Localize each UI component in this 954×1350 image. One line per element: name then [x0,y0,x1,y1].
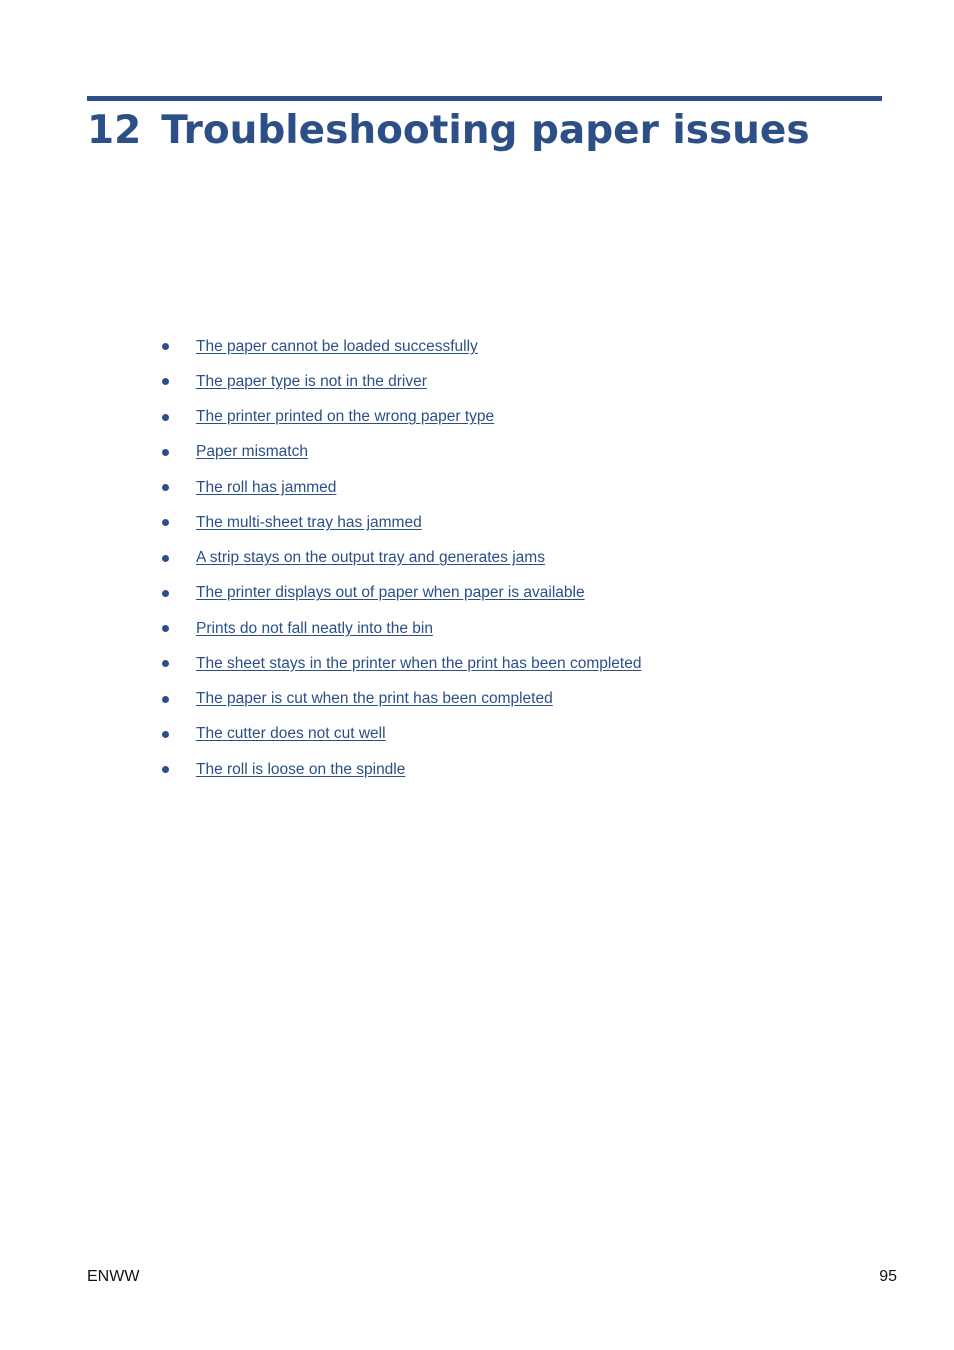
toc-link[interactable]: The multi-sheet tray has jammed [196,513,422,531]
toc-list [160,329,641,787]
bullet-icon [162,378,169,385]
toc-link[interactable]: The roll is loose on the spindle [196,760,406,778]
bullet-icon [162,519,169,526]
bullet-icon [162,414,169,421]
list-item [160,329,641,364]
toc-link[interactable]: The cutter does not cut well [196,725,386,743]
list-item [160,682,641,717]
list-item [160,435,641,470]
list-item [160,752,641,787]
list-item [160,576,641,611]
footer-label: ENWW [87,1268,140,1285]
list-item [160,646,641,681]
bullet-icon [162,484,169,491]
list-item [160,400,641,435]
bullet-icon [162,343,169,350]
list-item [160,505,641,540]
chapter-top-rule [87,96,882,101]
chapter-title [87,106,810,156]
bullet-icon [162,731,169,738]
list-item [160,611,641,646]
bullet-icon [162,696,169,703]
bullet-icon [162,625,169,632]
bullet-icon [162,660,169,667]
toc-link[interactable]: Paper mismatch [196,443,308,461]
list-item [160,470,641,505]
toc-link[interactable]: The paper type is not in the driver [196,372,427,390]
toc-link[interactable]: The paper is cut when the print has been completed [196,690,553,708]
bullet-icon [162,590,169,597]
toc-link[interactable]: The printer displays out of paper when paper is available [196,584,585,602]
list-item [160,364,641,399]
toc-link[interactable]: The printer printed on the wrong paper type [196,408,495,426]
chapter-number: 12 [87,108,142,153]
bullet-icon [162,555,169,562]
toc-link[interactable]: The sheet stays in the printer when the print has been completed [196,654,642,672]
chapter-title-text: Troubleshooting paper issues [161,108,810,153]
page-number: 95 [879,1268,897,1285]
toc-link[interactable]: The paper cannot be loaded successfully [196,337,478,355]
list-item [160,541,641,576]
bullet-icon [162,449,169,456]
toc-link[interactable]: A strip stays on the output tray and generates jams [196,549,545,567]
toc-link[interactable]: Prints do not fall neatly into the bin [196,619,433,637]
bullet-icon [162,766,169,773]
toc-link[interactable]: The roll has jammed [196,478,337,496]
list-item [160,717,641,752]
